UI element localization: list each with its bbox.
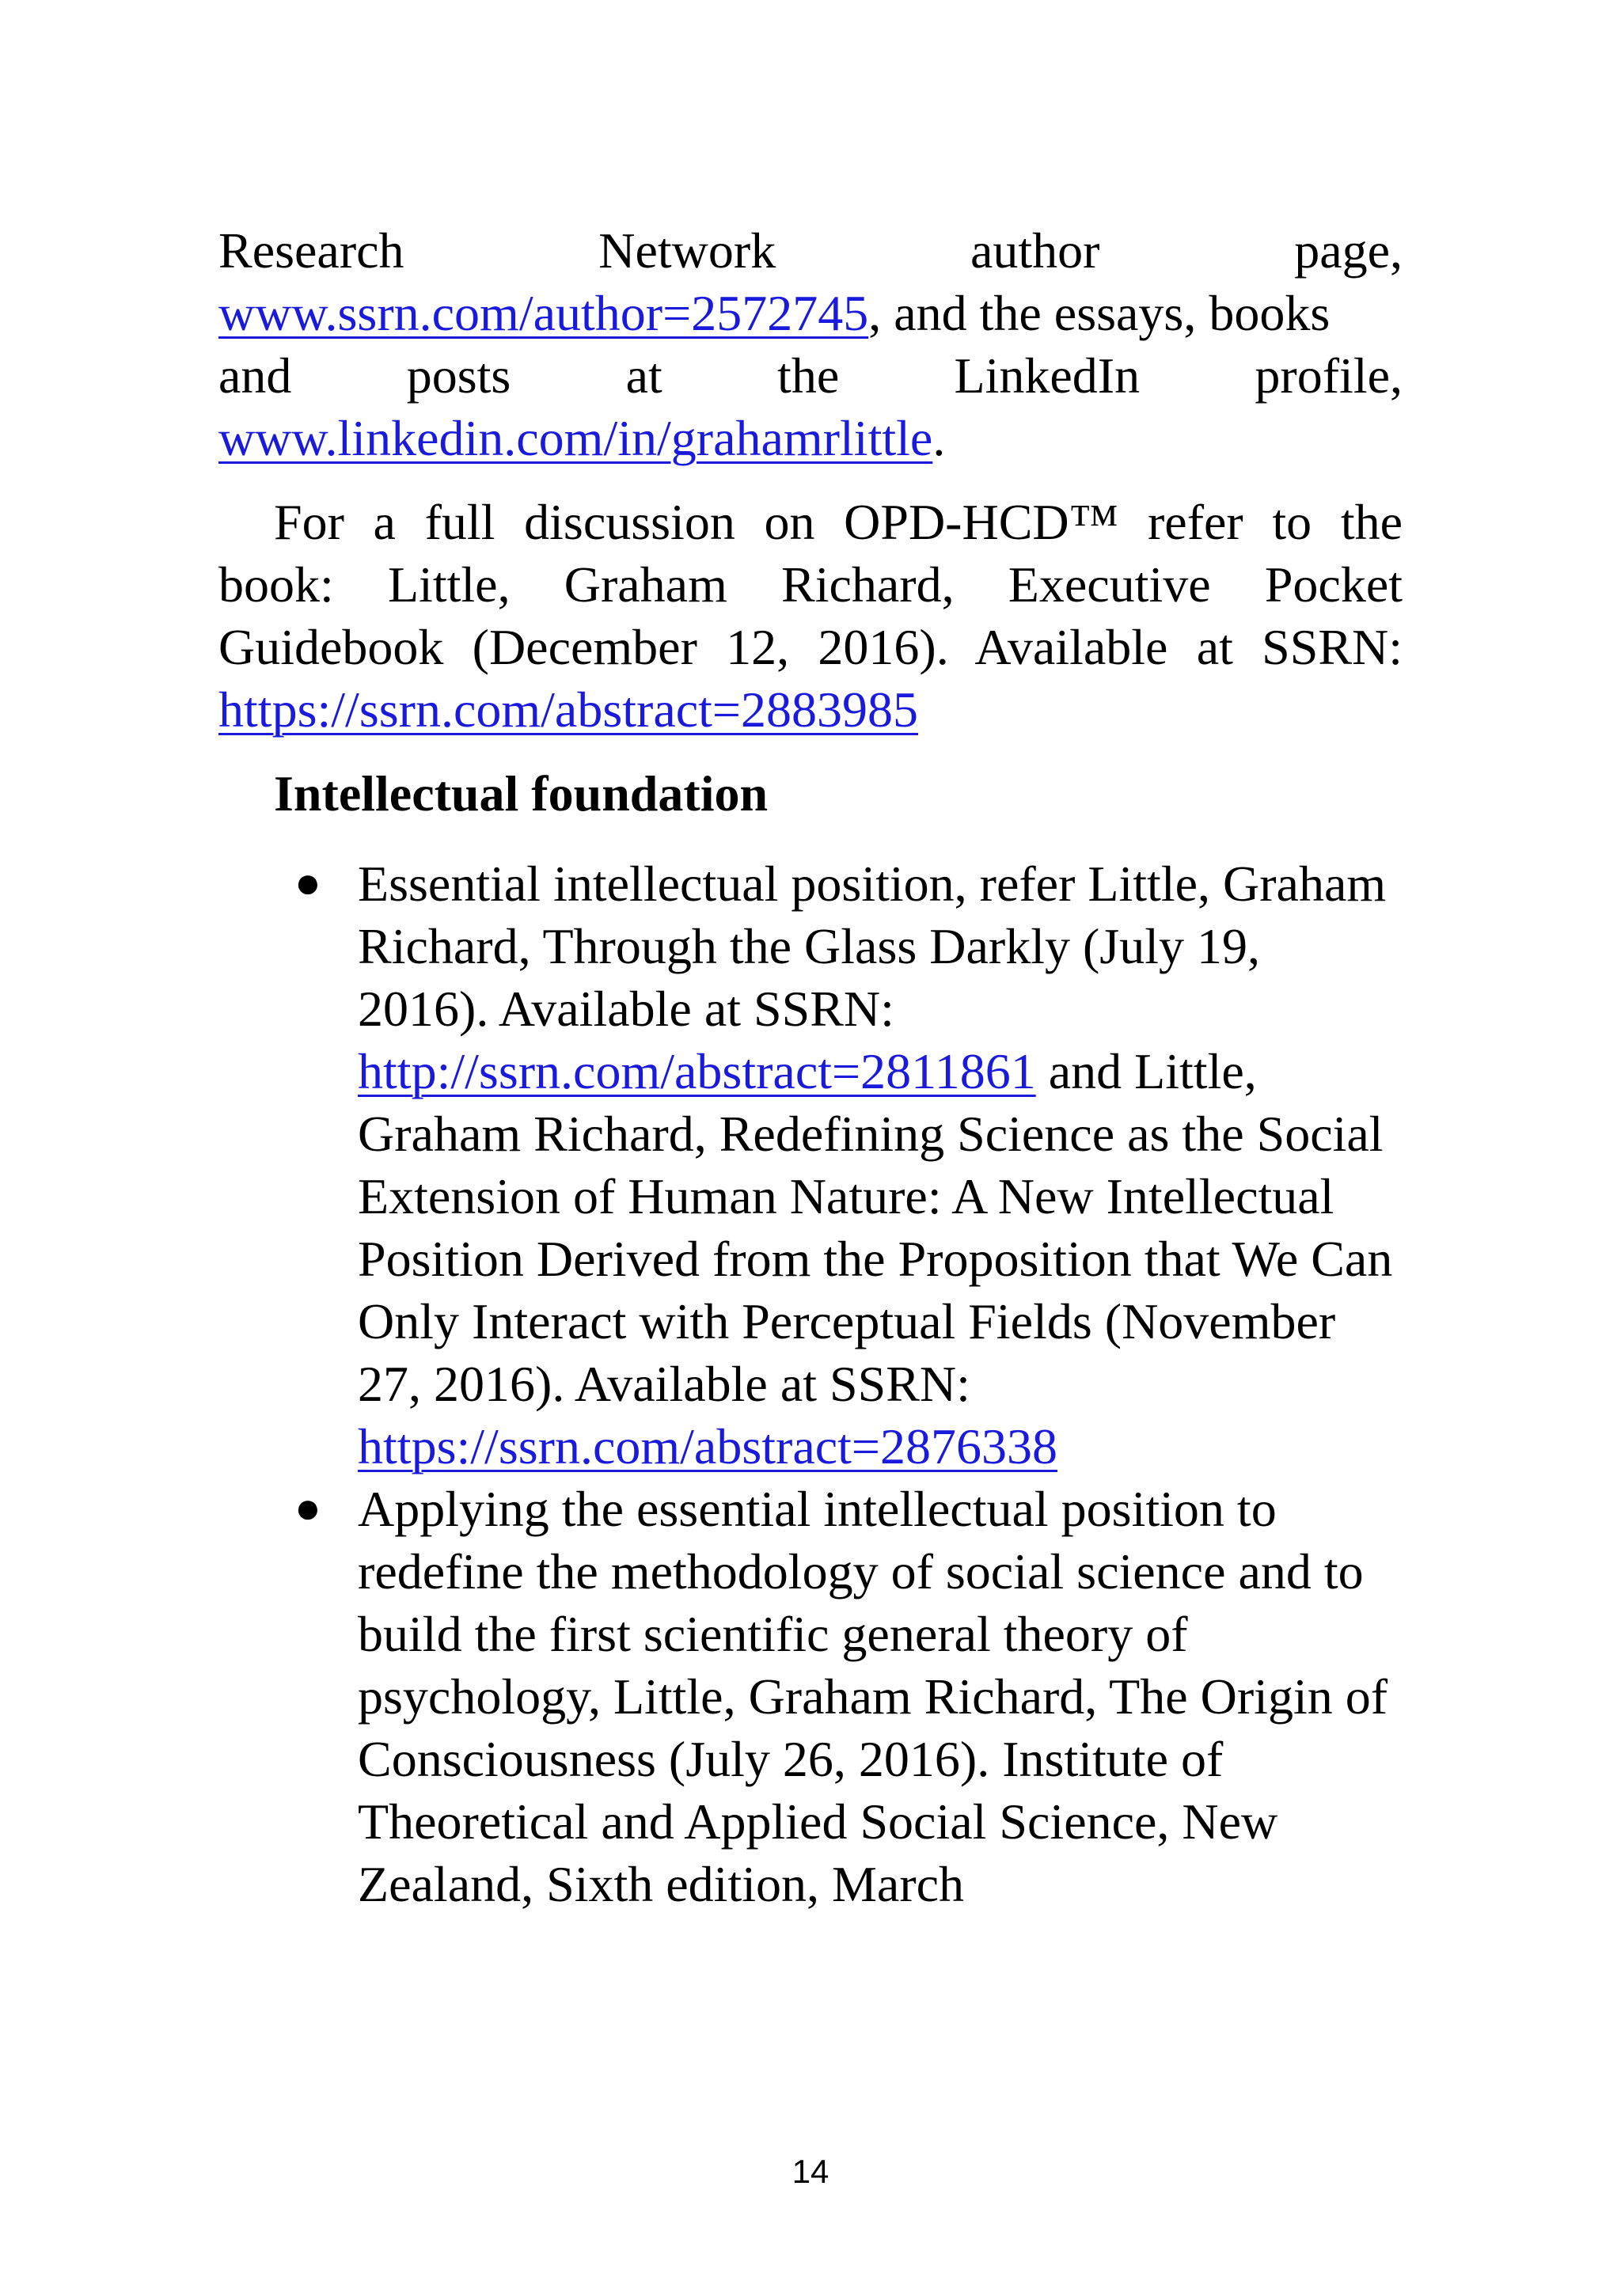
text-line: book: Little, Graham Richard, Executive Pocket [218,556,1403,613]
text-fragment: , and the essays, books [868,285,1331,341]
list-item [218,1478,1403,1915]
bullet-list [218,852,1403,1915]
item-text: and Little, Graham Richard, Redefining Science as the Social Extension of Human Nature: A New Intellectual Position Derived from the Proposition that We Can Only Interact with Perceptual Fields (November 27, 2016). Available at SSRN: [358,1043,1393,1412]
text-line [218,407,1403,469]
text-line [218,282,1403,344]
section-heading: Intellectual foundation [274,765,769,822]
linkedin-profile-link[interactable]: www.linkedin.com/in/grahamrlittle [218,410,933,466]
text-line: Guidebook (December 12, 2016). Available at SSRN: [218,619,1403,675]
text-line: and posts at the LinkedIn profile, [218,347,1403,404]
list-item [218,852,1403,1478]
text-fragment: . [932,410,946,466]
ssrn-author-link[interactable]: www.ssrn.com/author=2572745 [218,285,869,341]
text-line: Research Network author page, [218,222,1403,279]
item-text: Essential intellectual position, refer Little, Graham Richard, Through the Glass Darkly (July 19, 2016). Available at SSRN: [358,856,1387,1037]
item-text: Applying the essential intellectual position to redefine the methodology of social science and to build the first scientific general theory of psychology, Little, Graham Richard, The Origin of Consciousness (July 26, 2016). Institute of Theoretical and Applied Social Science, New Zealand, Sixth edition, March [358,1481,1388,1912]
page-number: 14 [792,2153,829,2190]
text-line [218,678,1403,741]
paragraph-opd-hcd [218,491,1403,741]
bullet-icon: ● [294,859,321,908]
paragraph-author-links [218,219,1403,469]
text-line: For a full discussion on OPD-HCD™ refer to the [274,494,1403,550]
ssrn-abstract-2811861-link[interactable]: http://ssrn.com/abstract=2811861 [358,1043,1036,1099]
ssrn-abstract-2883985-link[interactable]: https://ssrn.com/abstract=2883985 [218,681,918,738]
ssrn-abstract-2876338-link[interactable]: https://ssrn.com/abstract=2876338 [358,1418,1057,1474]
bullet-icon: ● [294,1484,321,1533]
